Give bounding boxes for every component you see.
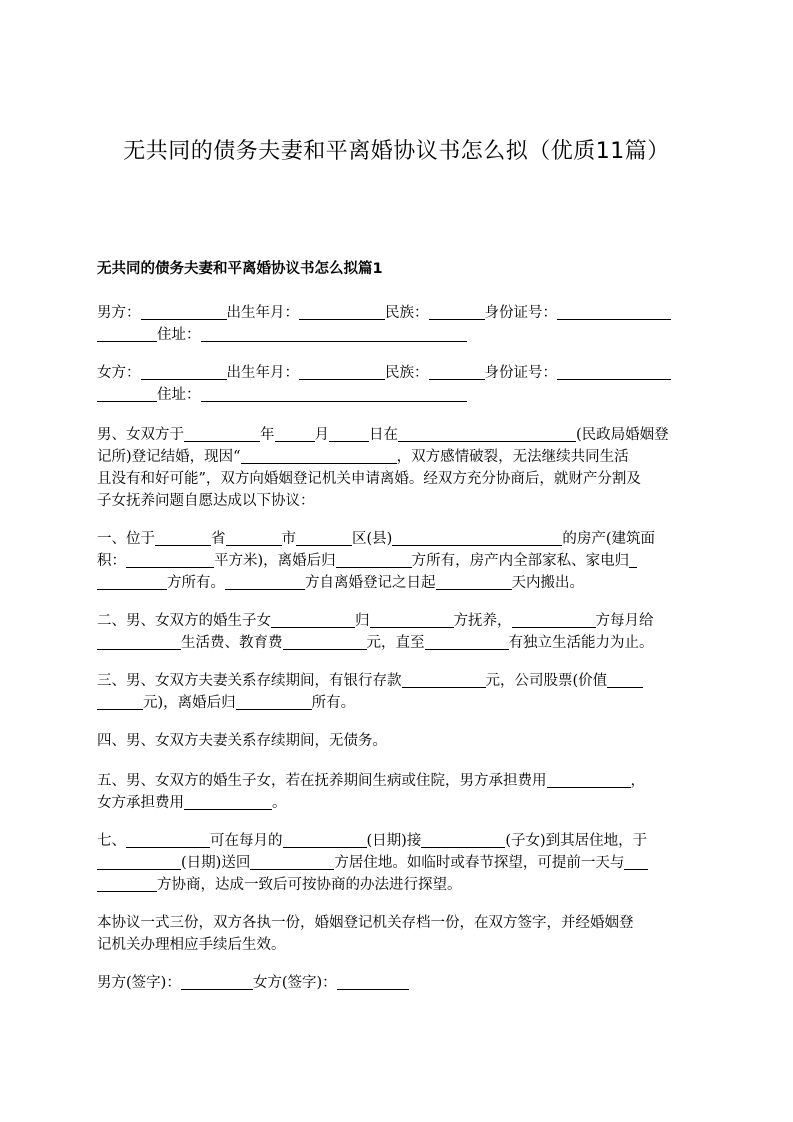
label-text: 民族： [385,305,429,321]
blank-field[interactable] [226,529,282,546]
para-text: 三、男、女双方夫妻关系存续期间，有银行存款 [97,673,402,689]
para-text: 有独立生活能力为止。 [508,635,654,651]
blank-field[interactable] [236,693,312,710]
blank-field[interactable] [425,633,509,650]
label-text: 住址： [157,387,201,403]
blank-field[interactable] [436,573,512,590]
clause-5-line-2 [97,792,287,814]
blank-field[interactable] [283,633,367,650]
para-text: 的房产(建筑面 [562,531,655,547]
label-text: 女方： [97,365,141,381]
blank-field[interactable] [141,363,227,380]
label-text: 男方： [97,305,141,321]
para-text: 男、女双方于 [97,427,184,443]
blank-field[interactable] [402,671,486,688]
para-text: 元，公司股票(价值 [485,673,608,689]
blank-field[interactable] [421,831,505,848]
para-text: 市 [281,531,296,547]
para-text: 记所)登记结婚，现因“ [97,449,241,465]
para-text: 平方米)，离婚后归 [214,553,336,569]
para-text: 区(县) [352,531,393,547]
closing-line-2: 记机关办理相应手续后生效。 [97,937,286,953]
intro-line-4: 子女抚养问题自愿达成以下协议： [97,493,315,509]
para-text: 方所有。 [167,575,225,591]
clause-7-line-3 [97,874,462,896]
blank-field[interactable] [97,573,167,590]
blank-field[interactable] [241,447,397,464]
blank-field[interactable] [336,551,412,568]
para-text: 女方承担费用 [97,795,184,811]
clause-1-line-1 [97,528,655,550]
blank-field[interactable] [547,771,631,788]
para-text: 月 [314,427,329,443]
para-text: 省 [211,531,226,547]
blank-field[interactable] [370,611,454,628]
male-signature-field[interactable] [181,973,253,990]
para-text: 元，直至 [366,635,425,651]
blank-field[interactable] [629,551,637,568]
label-text: 身份证号： [484,305,557,321]
para-text: 年 [260,427,275,443]
para-text: 生活费、教育费 [181,635,283,651]
clause-7-line-2 [97,852,648,874]
blank-field[interactable] [296,529,352,546]
clause-5-line-1 [97,770,645,792]
signature-line [97,972,409,994]
para-text: 五、男、女双方的婚生子女，若在抚养期间生病或住院，男方承担费用 [97,773,547,789]
label-text: 住址： [157,327,201,343]
label-text: 出生年月： [226,365,299,381]
para-text: 七、 [97,833,126,849]
blank-field[interactable] [184,425,260,442]
blank-field[interactable] [299,303,385,320]
clause-3-line-2 [97,692,355,714]
para-text: 积： [97,553,126,569]
blank-field[interactable] [329,425,369,442]
para-text: (日期)接 [366,833,422,849]
label-text: 民族： [385,365,429,381]
blank-field[interactable] [557,363,671,380]
female-info-line-1 [97,362,671,384]
male-signature-label: 男方(签字)： [97,975,181,991]
blank-field[interactable] [201,385,467,402]
para-text: 方协商，达成一致后可按协商的办法进行探望。 [157,877,462,893]
blank-field[interactable] [97,853,181,870]
blank-field[interactable] [97,633,181,650]
blank-field[interactable] [201,325,467,342]
female-signature-label: 女方(签字)： [252,975,337,991]
blank-field[interactable] [97,385,157,402]
section-title: 无共同的债务夫妻和平离婚协议书怎么拟篇1 [97,261,383,277]
document-title: 无共同的债务夫妻和平离婚协议书怎么拟（优质11篇） [123,139,670,164]
male-info-line-1 [97,302,671,324]
para-text: 日在 [369,427,398,443]
clause-1-line-2 [97,550,637,572]
para-text: 方所有，房产内全部家私、家电归 [411,553,630,569]
female-info-line-2 [97,384,467,406]
blank-field[interactable] [97,693,143,710]
blank-field[interactable] [429,303,485,320]
blank-field[interactable] [299,363,385,380]
blank-field[interactable] [398,425,576,442]
blank-field[interactable] [557,303,671,320]
female-signature-field[interactable] [337,973,409,990]
para-text: (民政局婚姻登 [576,427,669,443]
para-text: 二、男、女双方的婚生子女 [97,613,271,629]
blank-field[interactable] [624,853,648,870]
blank-field[interactable] [97,325,157,342]
intro-line-2 [97,446,629,468]
clause-2-line-2 [97,632,654,654]
para-text: ， [630,773,645,789]
blank-field[interactable] [126,551,214,568]
para-text: 可在每月的 [210,833,283,849]
clause-3-line-1 [97,670,643,692]
para-text: 方每月给 [595,613,654,629]
male-info-line-2 [97,324,467,346]
para-text: 天内搬出。 [511,575,584,591]
intro-line-3: 且没有和好可能”，双方向婚姻登记机关申请离婚。经双方充分协商后，就财产分割及 [97,471,641,487]
blank-field[interactable] [250,853,334,870]
blank-field[interactable] [141,303,227,320]
label-text: 身份证号： [484,365,557,381]
blank-field[interactable] [392,529,562,546]
blank-field[interactable] [225,573,305,590]
blank-field[interactable] [126,831,210,848]
para-text: 方居住地。如临时或春节探望，可提前一天与 [334,855,625,871]
para-text: (子女)到其居住地，于 [505,833,648,849]
intro-line-1 [97,424,669,446]
closing-line-1: 本协议一式三份，双方各执一份，婚姻登记机关存档一份，在双方签字，并经婚姻登 [97,915,634,931]
blank-field[interactable] [607,671,643,688]
clause-1-line-3 [97,572,584,594]
para-text: 归 [355,613,370,629]
blank-field[interactable] [271,611,355,628]
para-text: 元)，离婚后归 [143,695,236,711]
clause-4: 四、男、女双方夫妻关系存续期间，无债务。 [97,733,387,749]
blank-field[interactable] [429,363,485,380]
blank-field[interactable] [184,793,272,810]
para-text: 所有。 [311,695,356,711]
para-text: 方抚养， [453,613,512,629]
blank-field[interactable] [155,529,211,546]
blank-field[interactable] [283,831,367,848]
clause-7-line-1 [97,830,647,852]
para-text: (日期)送回 [181,855,251,871]
para-text: 方自离婚登记之日起 [305,575,436,591]
para-text: ，双方感情破裂，无法继续共同生活 [396,449,629,465]
para-text: 。 [272,795,287,811]
label-text: 出生年月： [226,305,299,321]
blank-field[interactable] [275,425,315,442]
blank-field[interactable] [512,611,596,628]
clause-2-line-1 [97,610,654,632]
blank-field[interactable] [97,875,157,892]
para-text: 一、位于 [97,531,155,547]
